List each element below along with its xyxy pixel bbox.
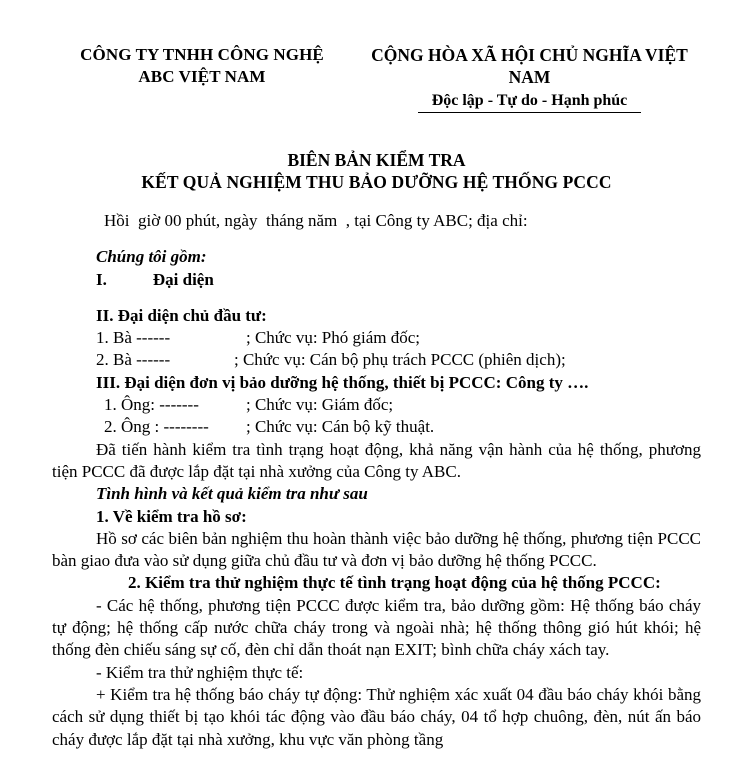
person-role: ; Chức vụ: Cán bộ kỹ thuật. — [246, 417, 435, 437]
company-name-line1: CÔNG TY TNHH CÔNG NGHỆ — [80, 45, 324, 64]
person-name: 1. Bà ------ — [96, 328, 171, 348]
document-title-line2: KẾT QUẢ NGHIỆM THU BẢO DƯỠNG HỆ THỐNG PCCC — [141, 172, 612, 192]
company-header — [52, 44, 352, 88]
page-title — [52, 149, 701, 193]
section-i-number: I. — [96, 269, 107, 289]
section-iii-person-2 — [52, 416, 701, 438]
person-name: 1. Ông: ------- — [104, 395, 199, 415]
person-name: 2. Bà ------ — [96, 350, 171, 370]
section-ii-person-2 — [52, 349, 701, 371]
person-role: ; Chức vụ: Giám đốc; — [246, 395, 394, 415]
item-2-bullet-1: - Các hệ thống, phương tiện PCCC được kiểm tra, bảo dưỡng gồm: Hệ thống báo cháy tự động; hệ thống cấp nước chữa cháy trong và ngoài nhà; hệ thống thông gió hút khói; hệ thống đèn chiếu sáng sự cố, đèn chỉ dẫn thoát nạn EXIT; bình chữa cháy xách tay. — [52, 595, 701, 660]
item-2-sub-1: + Kiểm tra hệ thống báo cháy tự động: Thử nghiệm xác xuất 04 đầu báo cháy khói bằng cách sử dụng thiết bị tạo khói tác động vào đầu báo cháy, 04 tổ hợp chuông, đèn, nút ấn báo cháy được lắp đặt tại nhà xưởng, khu vực văn phòng tầng — [52, 684, 701, 749]
spacer — [52, 291, 701, 305]
person-name: 2. Ông : -------- — [104, 417, 209, 437]
section-i-label: Đại diện — [152, 269, 214, 289]
national-title: CỘNG HÒA XÃ HỘI CHỦ NGHĨA VIỆT NAM — [371, 45, 688, 87]
person-role: ; Chức vụ: Phó giám đốc; — [246, 328, 421, 348]
result-heading: Tình hình và kết quả kiểm tra như sau — [96, 484, 368, 504]
letterhead — [52, 0, 701, 113]
company-name-line2: ABC VIỆT NAM — [138, 67, 266, 86]
person-role: ; Chức vụ: Cán bộ phụ trách PCCC (phiên dịch); — [234, 350, 566, 370]
item-2-heading: 2. Kiểm tra thử nghiệm thực tế tình trạng hoạt động của hệ thống PCCC: — [128, 573, 661, 593]
item-2-bullet-2: - Kiểm tra thử nghiệm thực tế: — [96, 662, 304, 682]
document-title-line1: BIÊN BẢN KIỂM TRA — [287, 150, 466, 170]
section-iii-heading: III. Đại diện đơn vị bảo dưỡng hệ thống, thiết bị PCCC: Công ty …. — [96, 372, 589, 392]
spacer — [52, 232, 701, 246]
section-i-line — [52, 269, 701, 291]
item-1-heading: 1. Về kiểm tra hồ sơ: — [96, 506, 247, 526]
section-iii-person-1 — [52, 394, 701, 416]
section-ii-heading: II. Đại diện chủ đầu tư: — [96, 305, 267, 325]
document-body — [52, 210, 701, 751]
participants-intro: Chúng tôi gồm: — [96, 247, 207, 267]
national-header — [352, 44, 701, 113]
section-ii-person-1 — [52, 327, 701, 349]
national-motto: Độc lập - Tự do - Hạnh phúc — [418, 91, 642, 113]
intro-paragraph: Đã tiến hành kiểm tra tình trạng hoạt động, khả năng vận hành của hệ thống, phương tiện PCCC đã được lắp đặt tại nhà xưởng của Công ty ABC. — [52, 439, 701, 481]
item-1-text: Hồ sơ các biên bản nghiệm thu hoàn thành việc bảo dưỡng hệ thống, phương tiện PCCC bàn giao đưa vào sử dụng giữa chủ đầu tư và đơn vị bảo dưỡng hệ thống PCCC. — [52, 528, 701, 571]
datetime-line: Hồi giờ 00 phút, ngày tháng năm , tại Công ty ABC; địa chỉ: — [104, 211, 528, 230]
